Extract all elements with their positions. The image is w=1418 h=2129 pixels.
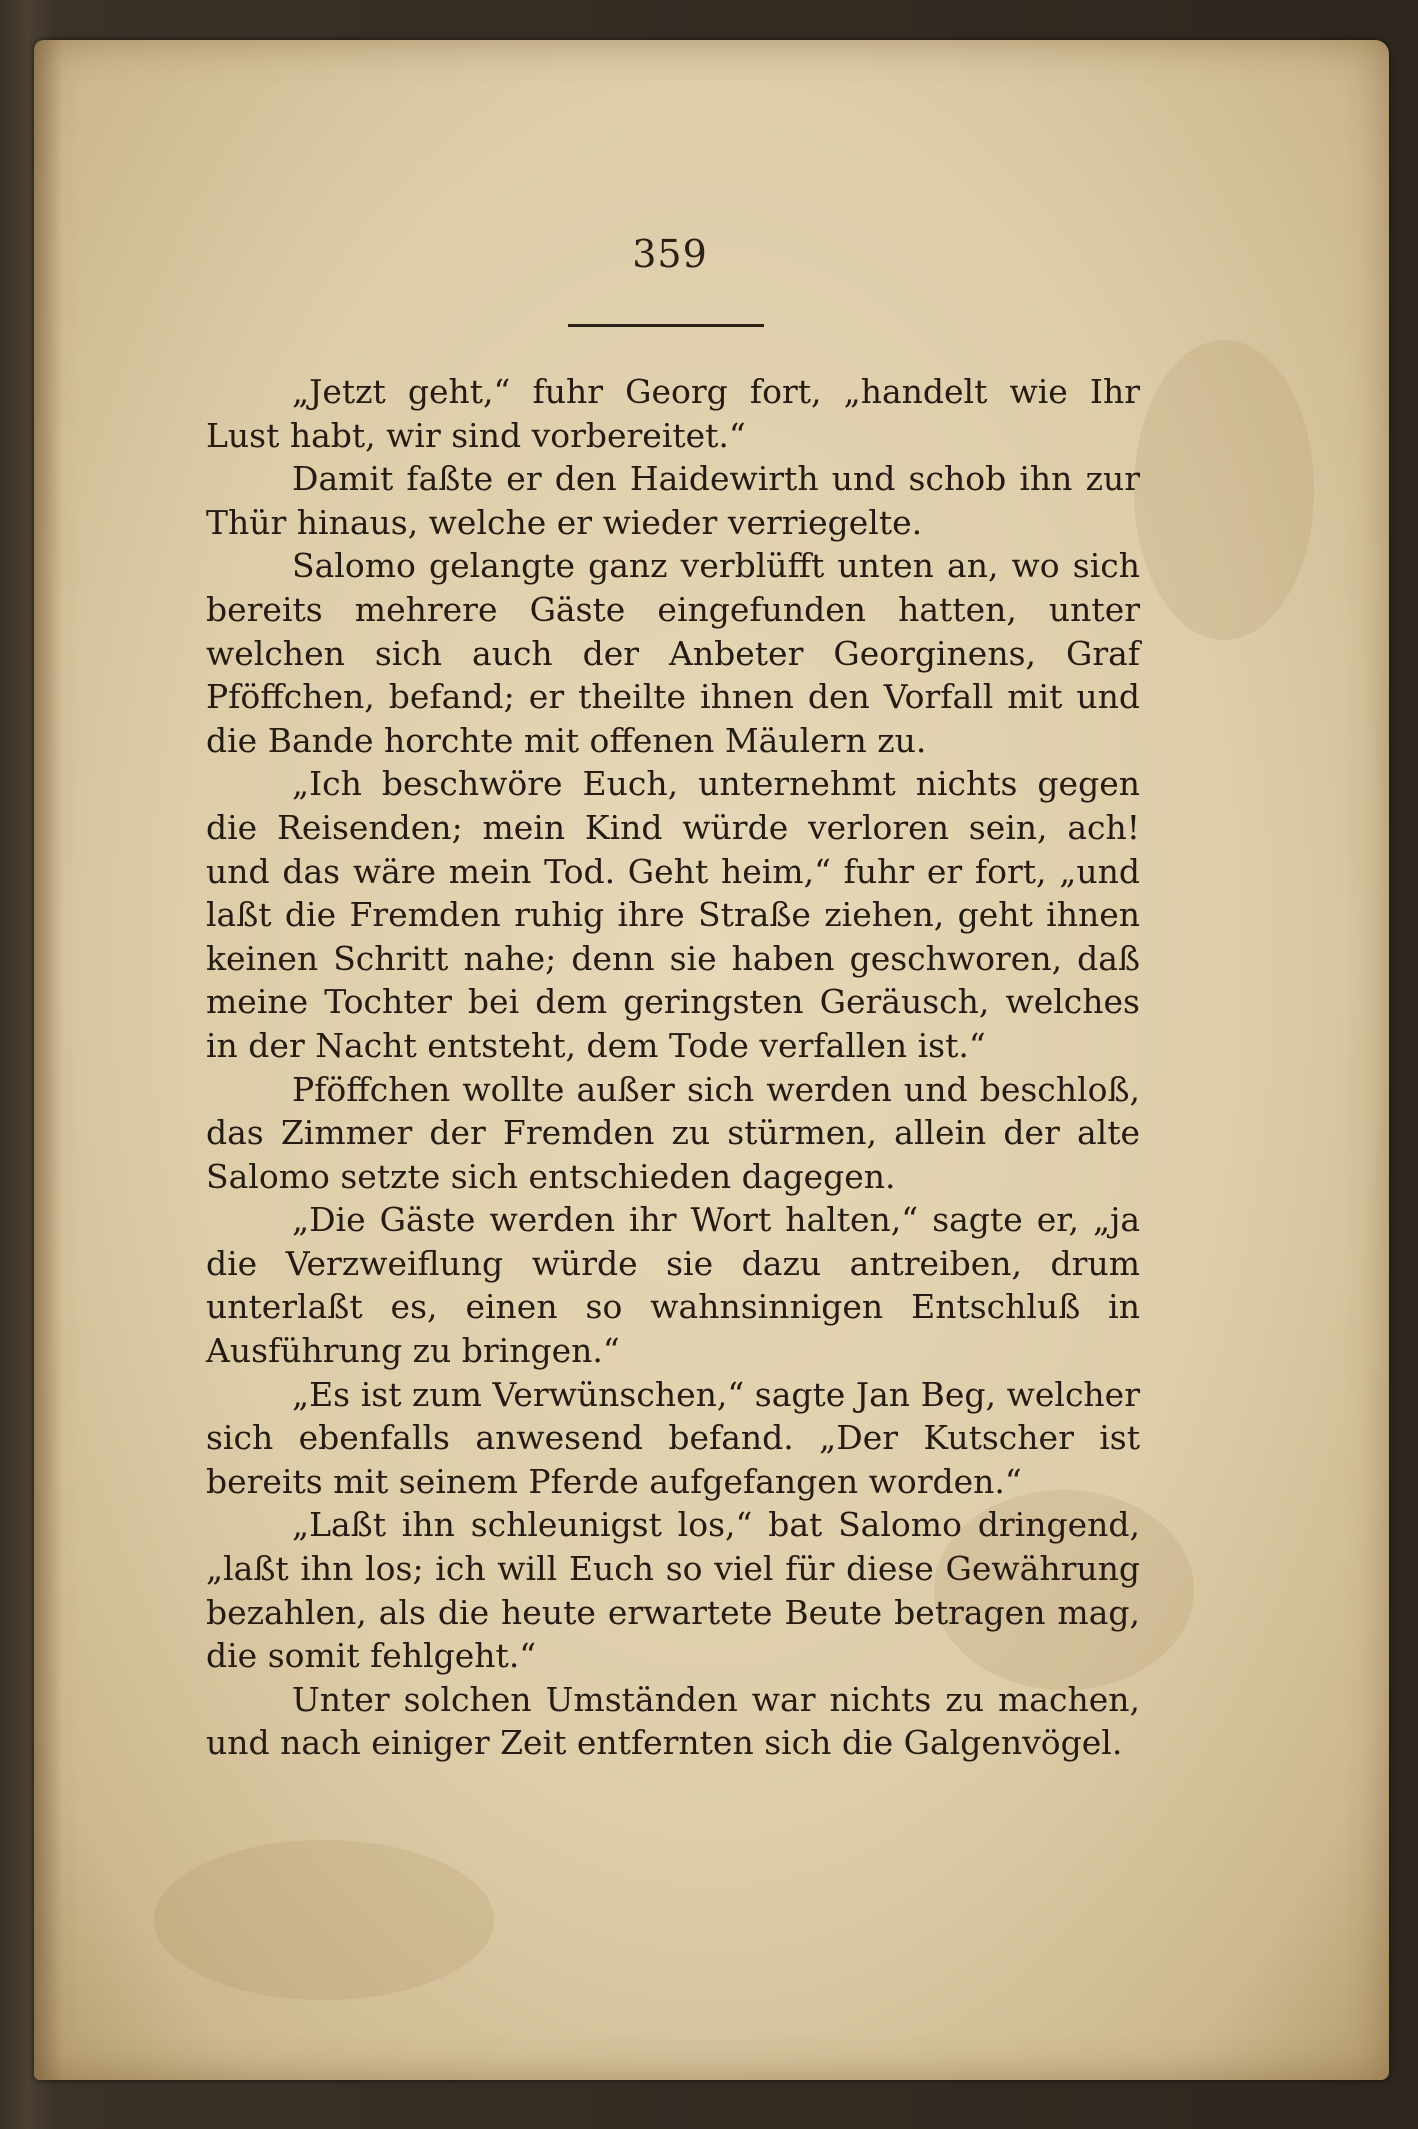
paragraph: „Laßt ihn schleunigst los,“ bat Salomo dringend, „laßt ihn los; ich will Euch so viel für diese Gewährung bezahlen, als die heute erwartete Beute betragen mag, die somit fehlgeht.“ [206, 1505, 1140, 1676]
paper-stain [1134, 340, 1314, 640]
page-number-rule [568, 324, 764, 327]
paragraph: „Jetzt geht,“ fuhr Georg fort, „handelt wie Ihr Lust habt, wir sind vorbereitet.“ [206, 372, 1140, 455]
paragraph: „Die Gäste werden ihr Wort halten,“ sagte er, „ja die Verzweiflung würde sie dazu antreiben, drum unterlaßt es, einen so wahnsinnigen Entschluß in Ausführung zu bringen.“ [206, 1200, 1140, 1371]
paragraph: Unter solchen Umständen war nichts zu machen, und nach einiger Zeit entfernten sich die Galgenvögel. [206, 1679, 1140, 1763]
paper-stain [154, 1840, 494, 2000]
paragraph: Damit faßte er den Haidewirth und schob ihn zur Thür hinaus, welche er wieder verriegelte. [206, 459, 1140, 542]
page-binding-shadow [34, 40, 62, 2080]
body-text [206, 370, 1140, 1765]
paragraph: Pföffchen wollte außer sich werden und beschloß, das Zimmer der Fremden zu stürmen, allein der alte Salomo setzte sich entschieden dagegen. [206, 1069, 1140, 1196]
page-number: 359 [632, 232, 708, 276]
paragraph: Salomo gelangte ganz verblüfft unten an, wo sich bereits mehrere Gäste eingefunden hatten, unter welchen sich auch der Anbeter Georginens, Graf Pföffchen, befand; er theilte ihnen den Vorfall mit und die Bande horchte mit offenen Mäulern zu. [206, 546, 1140, 760]
paragraph: „Ich beschwöre Euch, unternehmt nichts gegen die Reisenden; mein Kind würde verloren sein, ach! und das wäre mein Tod. Geht heim,“ fuhr er fort, „und laßt die Fremden ruhig ihre Straße ziehen, geht ihnen keinen Schritt nahe; denn sie haben geschworen, daß meine Tochter bei dem geringsten Geräusch, welches in der Nacht entsteht, dem Tode verfallen ist.“ [206, 764, 1140, 1065]
paragraph: „Es ist zum Verwünschen,“ sagte Jan Beg, welcher sich ebenfalls anwesend befand. „Der Kutscher ist bereits mit seinem Pferde aufgefangen worden.“ [206, 1374, 1140, 1501]
